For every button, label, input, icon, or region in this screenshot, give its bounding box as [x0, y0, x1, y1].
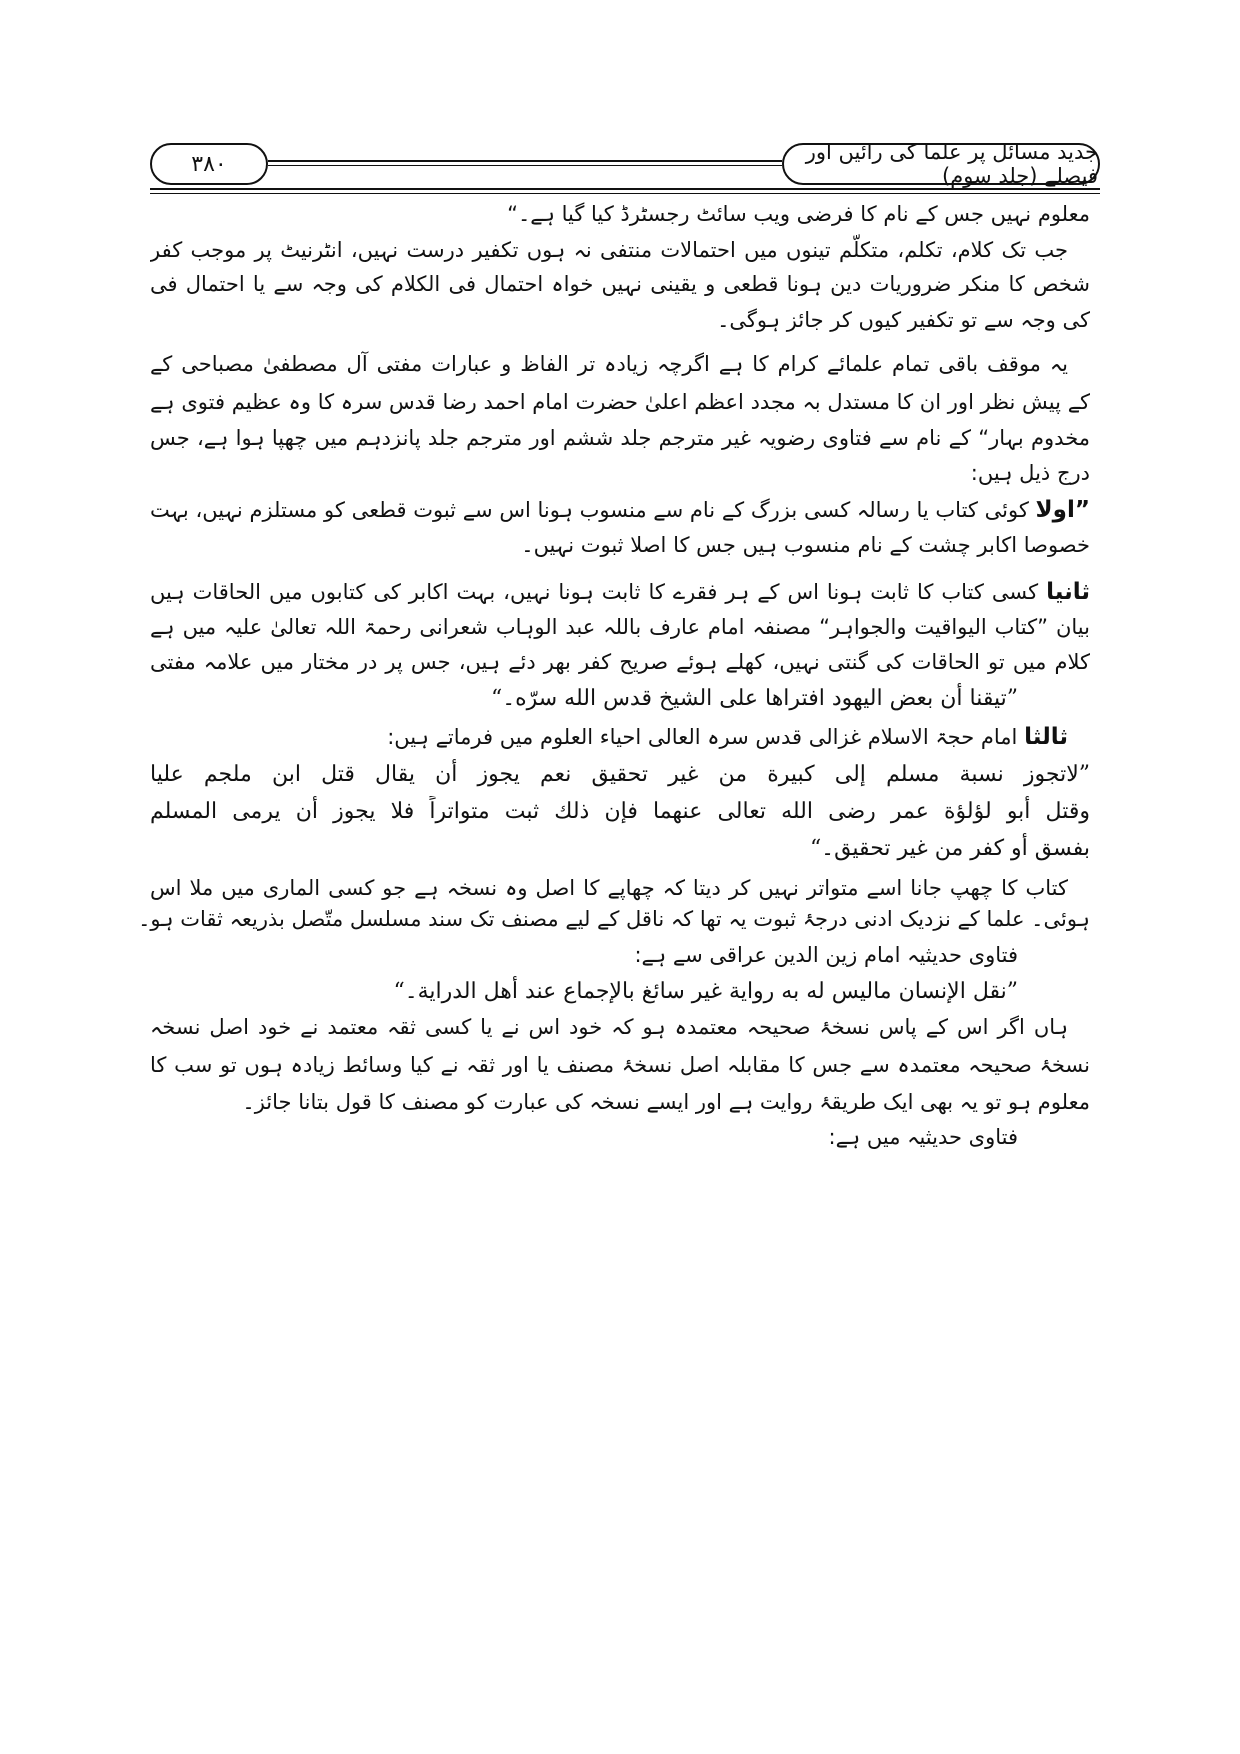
- line-text: معلوم ہو تو یہ بھی ایک طریقۂ روایت ہے اور ایسے نسخہ کی عبارت کو مصنف کا قول بتانا جائز۔: [242, 1090, 1090, 1114]
- line-text: کلام میں تو الحاقات کی گنتی نہیں، کھلے ہوئے صریح کفر بھر دئے ہیں، جس پر در مختار میں علامہ مفتی: [150, 650, 1090, 674]
- text-line: [150, 1121, 1090, 1153]
- text-line: [150, 939, 1090, 971]
- text-line: [150, 234, 1090, 266]
- line-text: معلوم نہیں جس کے نام کا فرضی ویب سائٹ رجسٹرڈ کیا گیا ہے۔“: [507, 202, 1090, 226]
- header-rule: [150, 188, 1100, 194]
- line-text: کسی کتاب کا ثابت ہونا اس کے ہر فقرے کا ثابت ہونا نہیں، بہت اکابر کی کتابوں میں الحاقات ہیں: [150, 580, 1039, 604]
- text-line: [150, 1049, 1090, 1081]
- header-divider: [268, 160, 782, 166]
- section-marker: ثالثا: [1024, 724, 1068, 750]
- line-text: یہ موقف باقی تمام علمائے کرام کا ہے اگرچہ زیادہ تر الفاظ و عبارات مفتی آل مصطفیٰ مصباحی کے: [150, 352, 1068, 376]
- text-line: [150, 348, 1090, 380]
- text-line: [150, 759, 1090, 791]
- line-text: درج ذیل ہیں:: [970, 461, 1090, 485]
- text-line: [150, 576, 1090, 608]
- line-text: ہوئی۔ علما کے نزدیک ادنی درجۂ ثبوت یہ تھا کہ ناقل کے لیے مصنف تک سند مسلسل متّصل بذریعہ ثقات ہو۔: [138, 907, 1090, 931]
- page-number-box: [150, 143, 268, 185]
- section-marker: ثانیا: [1046, 579, 1090, 605]
- line-text: کی وجہ سے تو تکفیر کیوں کر جائز ہوگی۔: [717, 308, 1090, 332]
- text-line: [150, 268, 1090, 300]
- line-text: فتاوی حدیثیہ میں ہے:: [828, 1125, 1018, 1149]
- book-title: جدید مسائل پر علما کی رائیں اور فیصلے (جلد سوم): [805, 140, 1098, 188]
- text-line: [150, 529, 1090, 561]
- line-text: امام حجۃ الاسلام غزالی قدس سرہ العالی احیاء العلوم میں فرماتے ہیں:: [387, 725, 1018, 749]
- text-line: [150, 611, 1090, 643]
- line-text: خصوصا اکابر چشت کے نام منسوب ہیں جس کا اصلا ثبوت نہیں۔: [521, 533, 1090, 557]
- line-text: شخص کا منکر ضروریات دین ہونا قطعی و یقینی نہیں خواہ احتمال فی الکلام کی وجہ سے یا احتمال فی: [150, 272, 1090, 296]
- text-line: [150, 683, 1090, 715]
- text-line: [150, 721, 1090, 753]
- text-line: [150, 198, 1090, 230]
- text-line: [150, 494, 1090, 526]
- line-text: مخدوم بہار“ کے نام سے فتاوی رضویہ غیر مترجم جلد ششم اور مترجم جلد پانزدہم میں چھپا ہوا ہے، جس: [150, 426, 1090, 450]
- page-number: ۳۸۰: [191, 151, 227, 177]
- text-line: [150, 1086, 1090, 1118]
- text-line: [150, 304, 1090, 336]
- text-line: [150, 872, 1090, 904]
- text-line: [150, 457, 1090, 489]
- line-text: کے پیش نظر اور ان کا مستدل بہ مجدد اعظم اعلیٰ حضرت امام احمد رضا قدس سرہ کا وہ عظیم فتوی ہے: [150, 390, 1090, 414]
- text-line: [150, 1011, 1090, 1043]
- text-line: [150, 646, 1090, 678]
- line-text: ”تیقنا أن بعض الیهود افتراها علی الشیخ قدس الله سرّه۔“: [490, 686, 1018, 711]
- line-text: وقتل أبو لؤلؤة عمر رضى الله تعالى عنهما فإن ذلك ثبت متواتراً فلا يجوز أن يرمى المسلم: [150, 799, 1090, 824]
- running-header-title: [782, 140, 1100, 188]
- line-text: فتاوی حدیثیہ امام زین الدین عراقی سے ہے:: [634, 943, 1018, 967]
- text-line: [150, 422, 1090, 454]
- line-text: ”لاتجوز نسبة مسلم إلى كبيرة من غير تحقيق نعم يجوز أن يقال قتل ابن ملجم عليا: [150, 762, 1090, 787]
- text-line: [150, 796, 1090, 828]
- text-line: [138, 903, 1090, 935]
- text-line: [150, 386, 1090, 418]
- text-line: [150, 976, 1090, 1008]
- line-text: کوئی کتاب یا رسالہ کسی بزرگ کے نام سے منسوب ہونا اس سے ثبوت قطعی کو مستلزم نہیں، بہت: [150, 498, 1029, 522]
- line-text: کتاب کا چھپ جانا اسے متواتر نہیں کر دیتا کہ چھاپے کا اصل وہ نسخہ ہے جو کسی الماری میں ملا اس: [150, 876, 1068, 900]
- text-line: [150, 833, 1090, 865]
- line-text: بیان ”کتاب الیواقیت والجواہر“ مصنفہ امام عارف باللہ عبد الوہاب شعرانی رحمۃ اللہ تعالیٰ علیہ میں ہے: [150, 615, 1090, 639]
- line-text: ہاں اگر اس کے پاس نسخۂ صحیحہ معتمدہ ہو کہ خود اس نے یا کسی ثقہ معتمد نے خود اصل نسخہ: [150, 1015, 1068, 1039]
- section-marker: ”اولا: [1035, 497, 1090, 523]
- line-text: بفسق أو كفر من غير تحقيق۔“: [809, 836, 1090, 861]
- line-text: جب تک کلام، تکلم، متکلّم تینوں میں احتمالات منتفی نہ ہوں تکفیر درست نہیں، انٹرنیٹ پر موجب کفر: [150, 238, 1068, 262]
- line-text: ”نقل الإنسان ماليس له به رواية غير سائغ بالإجماع عند أهل الدراية۔“: [393, 979, 1018, 1004]
- line-text: نسخۂ صحیحہ معتمدہ سے جس کا مقابلہ اصل نسخۂ مصنف یا اور ثقہ نے کیا وسائط زیادہ ہوں تو سب کا: [150, 1053, 1090, 1077]
